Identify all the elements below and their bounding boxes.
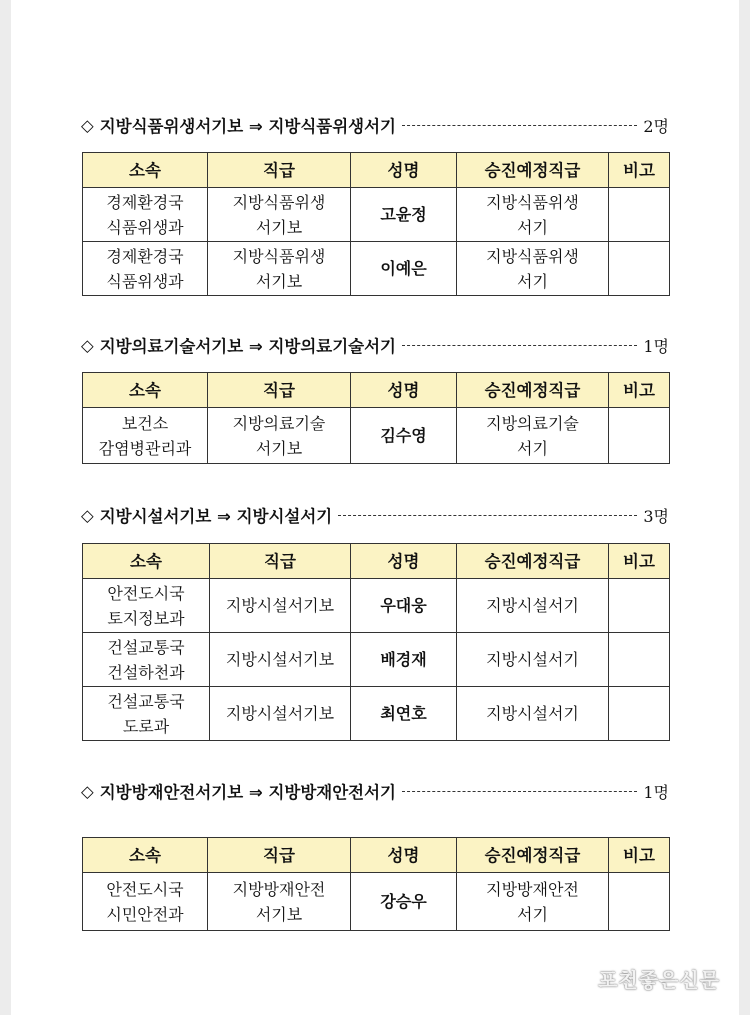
col-header-rank: 직급 [208, 153, 351, 188]
section-heading [81, 112, 669, 138]
dept-cell: 보건소 감염병관리과 [83, 408, 208, 464]
promotion-cell: 지방식품위생 서기 [457, 242, 609, 296]
col-header-note: 비고 [609, 373, 670, 408]
note-cell [609, 579, 670, 633]
promotion-cell: 지방의료기술 서기 [457, 408, 609, 464]
section-title: 지방방재안전서기보 ⇒ 지방방재안전서기 [99, 783, 396, 802]
rank-cell: 지방시설서기보 [210, 579, 351, 633]
diamond-icon: ◇ [81, 505, 94, 525]
dashed-leader [338, 515, 637, 516]
rank-cell: 지방시설서기보 [210, 633, 351, 687]
section-heading [81, 332, 669, 358]
name-cell: 김수영 [351, 408, 457, 464]
dashed-leader [402, 125, 637, 126]
dept-cell: 안전도시국 시민안전과 [83, 873, 208, 931]
dept-cell: 건설교통국 건설하천과 [83, 633, 210, 687]
header-row [83, 373, 670, 408]
name-cell: 고윤정 [351, 188, 457, 242]
headcount: 1명 [643, 782, 669, 802]
col-header-name: 성명 [351, 153, 457, 188]
col-header-note: 비고 [609, 544, 670, 579]
name-cell: 이예은 [351, 242, 457, 296]
dashed-leader [402, 345, 637, 346]
col-header-name: 성명 [351, 838, 457, 873]
col-header-promotion: 승진예정직급 [457, 838, 609, 873]
col-header-dept: 소속 [83, 373, 208, 408]
col-header-rank: 직급 [210, 544, 351, 579]
col-header-promotion: 승진예정직급 [457, 544, 609, 579]
col-header-dept: 소속 [83, 544, 210, 579]
rank-cell: 지방방재안전 서기보 [208, 873, 351, 931]
note-cell [609, 633, 670, 687]
section-title: 지방시설서기보 ⇒ 지방시설서기 [99, 507, 333, 526]
col-header-note: 비고 [609, 153, 670, 188]
table-row [83, 633, 670, 687]
name-cell: 최연호 [351, 687, 457, 741]
rank-cell: 지방의료기술 서기보 [208, 408, 351, 464]
table-row [83, 188, 670, 242]
note-cell [609, 408, 670, 464]
header-row [83, 153, 670, 188]
section-heading [81, 502, 669, 528]
table-row [83, 579, 670, 633]
headcount: 3명 [643, 506, 669, 526]
col-header-dept: 소속 [83, 153, 208, 188]
promotion-cell: 지방방재안전 서기 [457, 873, 609, 931]
note-cell [609, 188, 670, 242]
name-cell: 우대웅 [351, 579, 457, 633]
watermark: 포천좋은신문 [598, 968, 720, 992]
diamond-icon: ◇ [81, 115, 94, 135]
document-page [11, 0, 739, 1015]
col-header-promotion: 승진예정직급 [457, 153, 609, 188]
roster-table [82, 837, 670, 931]
rank-cell: 지방시설서기보 [210, 687, 351, 741]
promotion-cell: 지방시설서기 [457, 633, 609, 687]
col-header-rank: 직급 [208, 373, 351, 408]
headcount: 2명 [643, 116, 669, 136]
name-cell: 배경재 [351, 633, 457, 687]
header-row [83, 544, 670, 579]
name-cell: 강승우 [351, 873, 457, 931]
promotion-cell: 지방시설서기 [457, 687, 609, 741]
dept-cell: 건설교통국 도로과 [83, 687, 210, 741]
roster-table [82, 543, 670, 741]
roster-table [82, 372, 670, 464]
col-header-note: 비고 [609, 838, 670, 873]
promotion-cell: 지방식품위생 서기 [457, 188, 609, 242]
note-cell [609, 873, 670, 931]
rank-cell: 지방식품위생 서기보 [208, 242, 351, 296]
section-title: 지방의료기술서기보 ⇒ 지방의료기술서기 [99, 337, 396, 356]
note-cell [609, 687, 670, 741]
table-row [83, 873, 670, 931]
section-title: 지방식품위생서기보 ⇒ 지방식품위생서기 [99, 117, 396, 136]
col-header-name: 성명 [351, 373, 457, 408]
note-cell [609, 242, 670, 296]
col-header-dept: 소속 [83, 838, 208, 873]
headcount: 1명 [643, 336, 669, 356]
dept-cell: 경제환경국 식품위생과 [83, 242, 208, 296]
col-header-name: 성명 [351, 544, 457, 579]
promotion-cell: 지방시설서기 [457, 579, 609, 633]
diamond-icon: ◇ [81, 335, 94, 355]
dept-cell: 경제환경국 식품위생과 [83, 188, 208, 242]
roster-table [82, 152, 670, 296]
col-header-promotion: 승진예정직급 [457, 373, 609, 408]
table-row [83, 242, 670, 296]
table-row [83, 408, 670, 464]
diamond-icon: ◇ [81, 781, 94, 801]
header-row [83, 838, 670, 873]
rank-cell: 지방식품위생 서기보 [208, 188, 351, 242]
col-header-rank: 직급 [208, 838, 351, 873]
dashed-leader [402, 791, 637, 792]
dept-cell: 안전도시국 토지정보과 [83, 579, 210, 633]
section-heading [81, 778, 669, 804]
table-row [83, 687, 670, 741]
